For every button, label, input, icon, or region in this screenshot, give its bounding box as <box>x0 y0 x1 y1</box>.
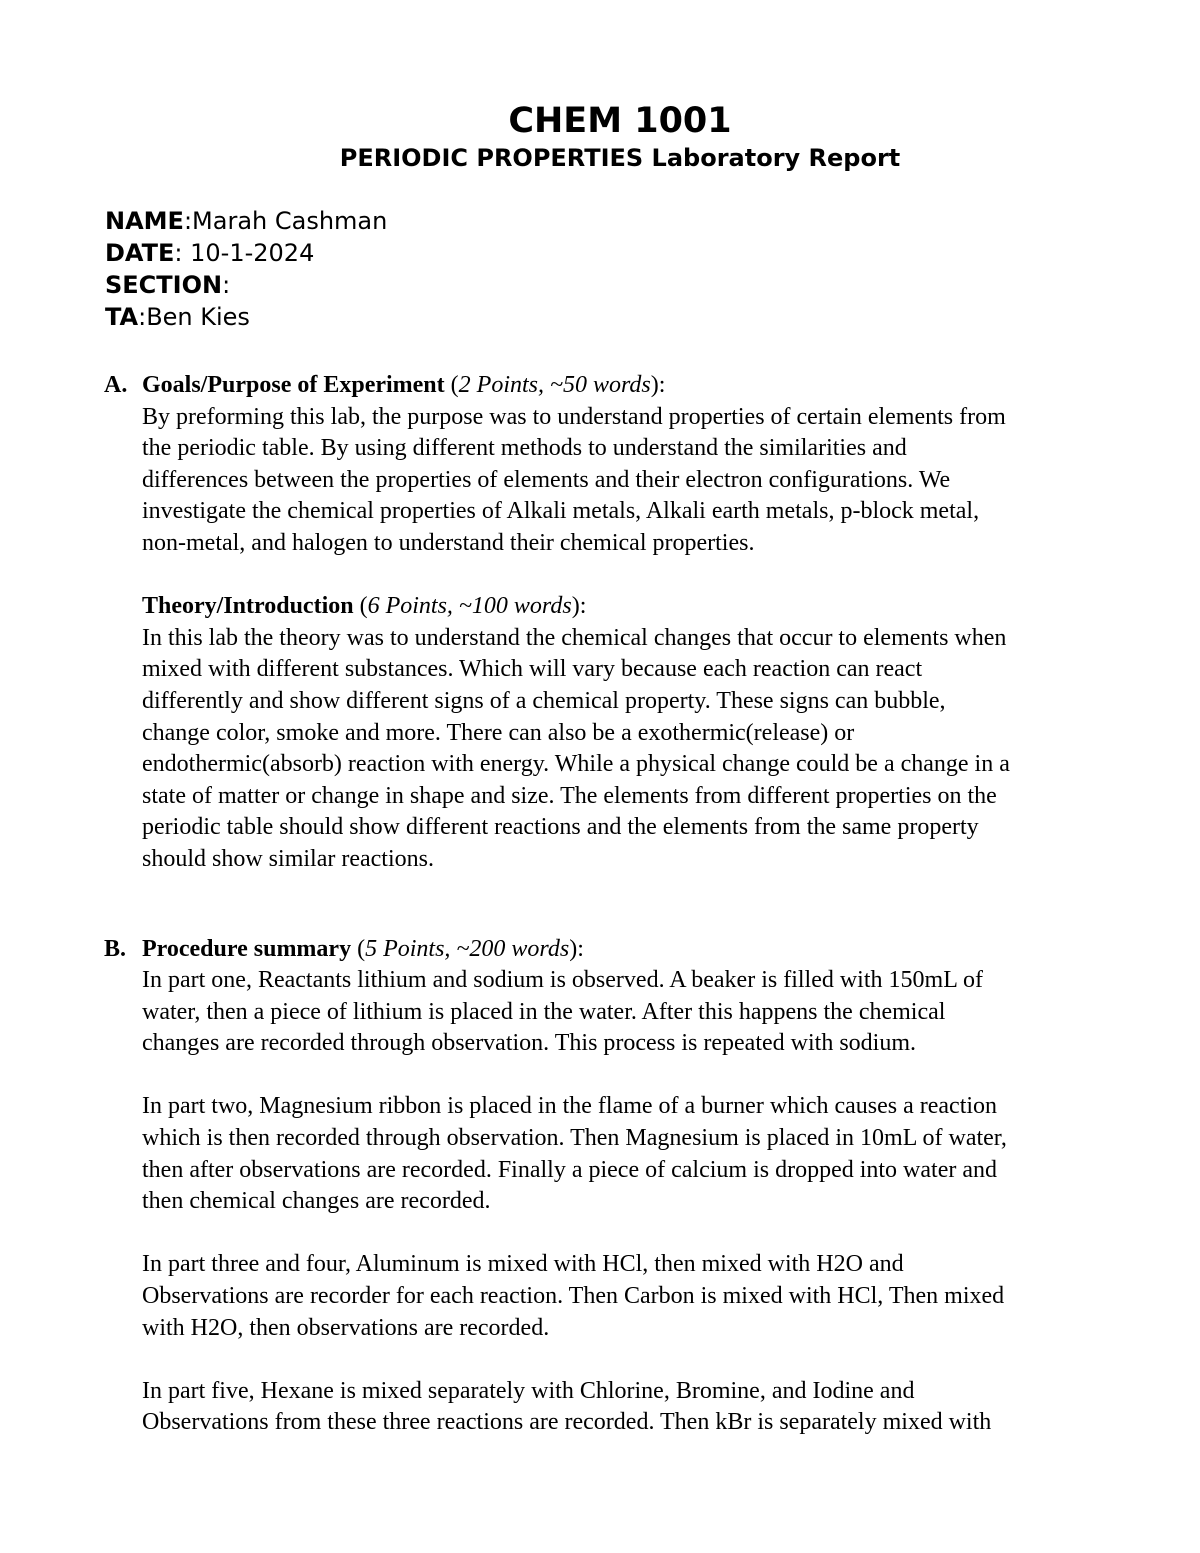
procedure-line: In part five, Hexane is mixed separately with Chlorine, Bromine, and Iodine and <box>142 1377 915 1404</box>
section-label: SECTION <box>105 271 223 299</box>
theory-line: differently and show different signs of a chemical property. These signs can bubble, <box>142 687 946 714</box>
section-b-body <box>104 965 1164 1439</box>
procedure-line: Observations from these three reactions are recorded. Then kBr is separately mixed with <box>142 1409 992 1436</box>
ta-value: Ben Kies <box>146 303 250 331</box>
procedure-paragraph-1 <box>142 965 1164 1060</box>
section-row: SECTION: <box>105 271 231 299</box>
section-a-letter: A. <box>104 372 128 398</box>
theory-title: Theory/Introduction <box>142 593 354 620</box>
procedure-line: In part one, Reactants lithium and sodium is observed. A beaker is filled with 150mL of <box>142 967 983 994</box>
theory-line: state of matter or change in shape and size. The elements from different properties on the <box>142 782 997 809</box>
date-value: 10-1-2024 <box>182 239 315 267</box>
name-value: Marah Cashman <box>192 207 388 235</box>
section-b-title: Procedure summary <box>142 935 352 962</box>
procedure-line: then chemical changes are recorded. <box>142 1188 491 1215</box>
procedure-paragraph-4 <box>142 1376 1164 1439</box>
section-a-line: investigate the chemical properties of Alkali metals, Alkali earth metals, p-block metal, <box>142 498 980 525</box>
theory-points: 6 Points, ~100 words <box>367 593 572 620</box>
procedure-line: In part three and four, Aluminum is mixed with HCl, then mixed with H2O and <box>142 1251 904 1278</box>
procedure-line: water, then a piece of lithium is placed in the water. After this happens the chemical <box>142 998 946 1025</box>
section-a-line: the periodic table. By using different methods to understand the similarities and <box>142 435 907 462</box>
procedure-line: which is then recorded through observation. Then Magnesium is placed in 10mL of water, <box>142 1125 1007 1152</box>
section-b-letter: B. <box>104 935 127 962</box>
section-b-heading: B. Procedure summary (5 Points, ~200 words): <box>104 934 1164 966</box>
theory-line: change color, smoke and more. There can also be a exothermic(release) or <box>142 719 855 746</box>
name-row: NAME:Marah Cashman <box>105 207 388 235</box>
theory-section <box>104 591 1164 875</box>
theory-line: endothermic(absorb) reaction with energy. While a physical change could be a change in a <box>142 751 1010 778</box>
date-row: DATE: 10-1-2024 <box>105 239 315 267</box>
procedure-line: Observations are recorder for each reaction. Then Carbon is mixed with HCl, Then mixed <box>142 1283 1005 1310</box>
section-a-points: 2 Points, ~50 words <box>458 372 651 398</box>
theory-line: should show similar reactions. <box>142 845 434 872</box>
procedure-line: In part two, Magnesium ribbon is placed in the flame of a burner which causes a reaction <box>142 1093 998 1120</box>
section-a-heading: A. Goals/Purpose of Experiment (2 Points, ~50 words): <box>104 370 1164 402</box>
student-info-block <box>105 205 387 333</box>
procedure-paragraph-3 <box>142 1249 1164 1344</box>
procedure-line: with H2O, then observations are recorded. <box>142 1314 550 1341</box>
theory-line: periodic table should show different reactions and the elements from the same property <box>142 814 979 841</box>
section-a-line: By preforming this lab, the purpose was to understand properties of certain elements from <box>142 403 1006 430</box>
procedure-paragraph-2 <box>142 1091 1164 1217</box>
document-subtitle: PERIODIC PROPERTIES Laboratory Report <box>339 144 901 172</box>
ta-label: TA <box>105 303 139 331</box>
document-title: CHEM 1001 <box>508 101 732 141</box>
date-label: DATE <box>105 239 175 267</box>
section-a-title: Goals/Purpose of Experiment <box>142 372 445 398</box>
ta-row: TA:Ben Kies <box>105 303 250 331</box>
theory-line: mixed with different substances. Which will vary because each reaction can react <box>142 656 923 683</box>
report-body <box>104 370 1164 1439</box>
name-label: NAME <box>105 207 184 235</box>
theory-heading: Theory/Introduction (6 Points, ~100 words): <box>142 593 587 620</box>
theory-line: In this lab the theory was to understand the chemical changes that occur to elements when <box>142 624 1007 651</box>
section-a-line: differences between the properties of elements and their electron configurations. We <box>142 466 951 493</box>
procedure-line: then after observations are recorded. Finally a piece of calcium is dropped into water and <box>142 1156 997 1183</box>
section-a-line: non-metal, and halogen to understand their chemical properties. <box>142 529 755 556</box>
section-a-body <box>104 402 1164 560</box>
procedure-line: changes are recorded through observation. This process is repeated with sodium. <box>142 1030 916 1057</box>
section-b-points: 5 Points, ~200 words <box>365 935 570 962</box>
